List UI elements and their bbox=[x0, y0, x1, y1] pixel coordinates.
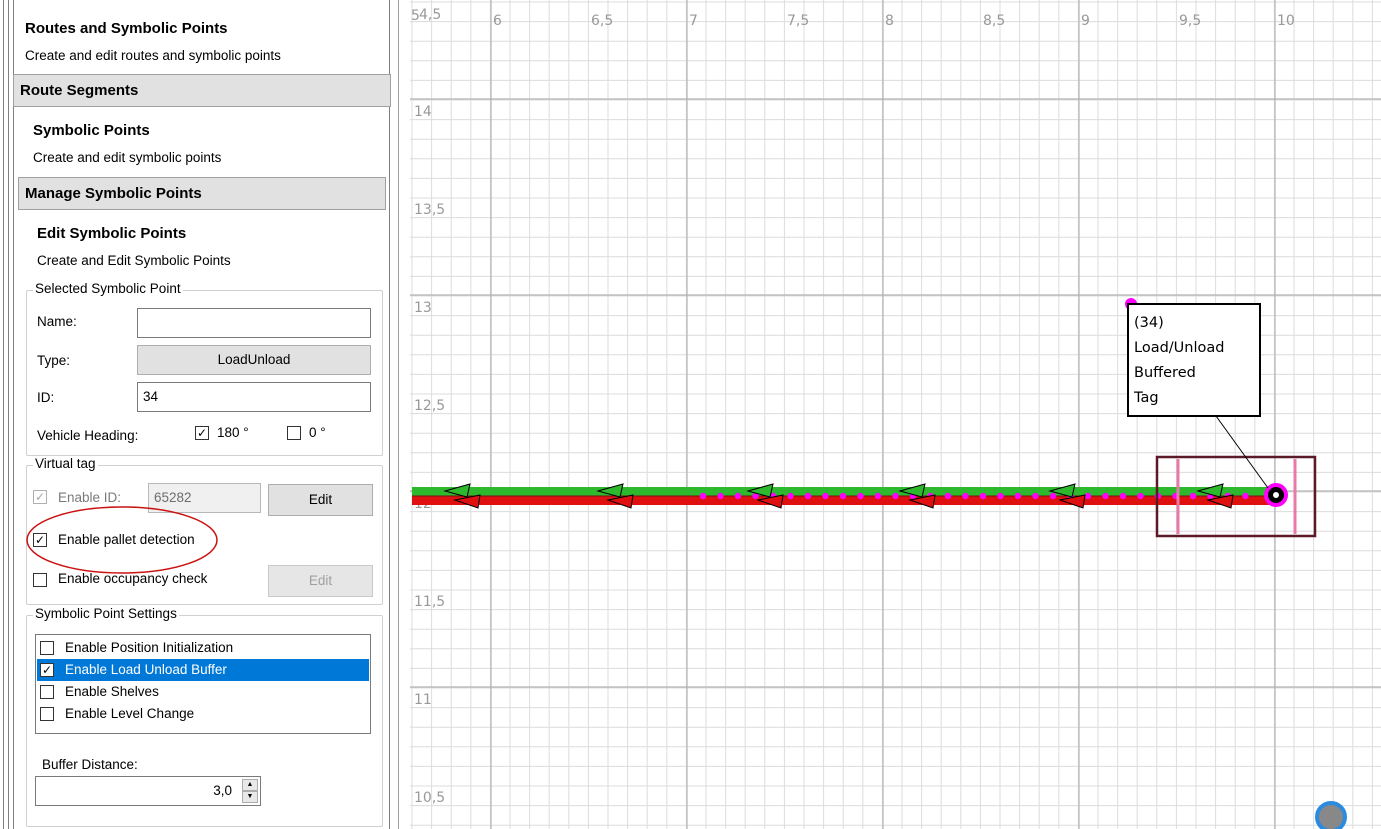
pallet-detection-label: Enable pallet detection bbox=[58, 532, 195, 547]
waypoint-dot bbox=[1032, 493, 1038, 499]
heading-180-label: 180 ° bbox=[217, 425, 249, 440]
selected-point-group-label: Selected Symbolic Point bbox=[35, 281, 181, 296]
type-select-button[interactable]: LoadUnload bbox=[137, 345, 371, 375]
occupancy-check-checkbox[interactable] bbox=[33, 573, 47, 587]
symbolic-point-34-center bbox=[1273, 492, 1279, 498]
y-label-14: 14 bbox=[414, 104, 432, 120]
waypoint-dot bbox=[945, 493, 951, 499]
routes-title: Routes and Symbolic Points bbox=[25, 20, 228, 37]
waypoint-dot bbox=[1120, 493, 1126, 499]
setting-level-change-label: Enable Level Change bbox=[65, 706, 195, 721]
symbolic-points-subtitle: Create and edit symbolic points bbox=[33, 150, 222, 165]
pallet-detection-checkbox[interactable]: ✓ bbox=[34, 533, 46, 547]
setting-load-unload-buffer-checkbox[interactable]: ✓ bbox=[41, 663, 53, 677]
virtual-tag-group-label: Virtual tag bbox=[35, 456, 96, 471]
setting-shelves[interactable] bbox=[37, 681, 369, 703]
x-label-7-5: 7,5 bbox=[787, 13, 810, 29]
x-label-7: 7 bbox=[689, 13, 698, 29]
enable-id-input[interactable]: 65282 bbox=[148, 483, 261, 513]
waypoint-dot bbox=[1242, 493, 1248, 499]
waypoint-dot bbox=[875, 493, 881, 499]
waypoint-dot bbox=[1190, 493, 1196, 499]
panel-border-inner-2 bbox=[13, 0, 14, 829]
panel-border-inner-1 bbox=[8, 0, 9, 829]
x-label-9: 9 bbox=[1081, 13, 1090, 29]
x-label-5: 5 bbox=[411, 8, 420, 24]
point-settings-list[interactable] bbox=[35, 634, 371, 734]
tag-line-3: Buffered bbox=[1134, 365, 1196, 381]
occupancy-edit-button[interactable]: Edit bbox=[268, 565, 373, 597]
panel-border-left bbox=[3, 0, 4, 829]
panel-border-right bbox=[389, 0, 390, 829]
setting-shelves-checkbox[interactable] bbox=[40, 685, 54, 699]
waypoint-dot bbox=[840, 493, 846, 499]
type-label: Type: bbox=[37, 353, 71, 368]
vehicle-heading-label: Vehicle Heading: bbox=[37, 428, 139, 443]
y-label-11-5: 11,5 bbox=[414, 594, 446, 610]
setting-level-change-checkbox[interactable] bbox=[40, 707, 54, 721]
waypoint-dot bbox=[1137, 493, 1143, 499]
route-segments-header[interactable]: Route Segments bbox=[13, 74, 391, 107]
setting-load-unload-buffer[interactable] bbox=[37, 659, 369, 681]
waypoint-dot bbox=[980, 493, 986, 499]
id-input[interactable]: 34 bbox=[137, 382, 371, 412]
waypoint-dot bbox=[997, 493, 1003, 499]
waypoint-dot bbox=[857, 493, 863, 499]
waypoint-dot bbox=[962, 493, 968, 499]
setting-position-init[interactable] bbox=[37, 637, 369, 659]
enable-id-checkbox[interactable]: ✓ bbox=[34, 490, 46, 504]
buffer-distance-input[interactable] bbox=[35, 776, 261, 806]
waypoint-dot bbox=[787, 493, 793, 499]
waypoint-dot bbox=[717, 493, 723, 499]
x-label-6: 6 bbox=[493, 13, 502, 29]
y-label-13: 13 bbox=[414, 300, 432, 316]
tag-line-2: Load/Unload bbox=[1134, 340, 1225, 356]
x-label-9-5: 9,5 bbox=[1179, 13, 1202, 29]
setting-position-init-label: Enable Position Initialization bbox=[65, 640, 234, 655]
x-label-6-5: 6,5 bbox=[591, 13, 614, 29]
route-map-canvas[interactable] bbox=[410, 0, 1381, 829]
symbolic-points-title: Symbolic Points bbox=[33, 122, 150, 139]
waypoint-dot bbox=[700, 493, 706, 499]
y-label-13-5: 13,5 bbox=[414, 202, 446, 218]
buffer-distance-value: 3,0 bbox=[213, 783, 232, 798]
edit-symbolic-points-title: Edit Symbolic Points bbox=[37, 225, 187, 242]
spin-down-icon[interactable]: ▼ bbox=[242, 791, 258, 803]
y-label-11: 11 bbox=[414, 692, 432, 708]
virtual-tag-edit-button[interactable]: Edit bbox=[268, 484, 373, 516]
x-label-10: 10 bbox=[1277, 13, 1295, 29]
waypoint-dot bbox=[822, 493, 828, 499]
buffer-distance-label: Buffer Distance: bbox=[42, 757, 138, 772]
x-label-8-5: 8,5 bbox=[983, 13, 1006, 29]
x-label-4-5: 4,5 bbox=[419, 7, 442, 23]
occupancy-check-label: Enable occupancy check bbox=[58, 571, 208, 586]
name-input[interactable] bbox=[137, 308, 371, 338]
id-label: ID: bbox=[37, 390, 55, 405]
navigation-indicator-icon[interactable] bbox=[1317, 803, 1345, 829]
waypoint-dot bbox=[735, 493, 741, 499]
tag-line-1: (34) bbox=[1134, 315, 1164, 331]
y-label-10-5: 10,5 bbox=[414, 790, 446, 806]
spin-up-icon[interactable]: ▲ bbox=[242, 779, 258, 791]
heading-0-checkbox[interactable] bbox=[287, 426, 301, 440]
symbolic-points-panel bbox=[0, 0, 399, 829]
heading-180-checkbox[interactable]: ✓ bbox=[196, 426, 208, 440]
waypoint-dot bbox=[1015, 493, 1021, 499]
tag-line-4: Tag bbox=[1134, 390, 1159, 406]
waypoint-dot bbox=[1050, 493, 1056, 499]
enable-id-label: Enable ID: bbox=[58, 490, 122, 505]
edit-symbolic-points-subtitle: Create and Edit Symbolic Points bbox=[37, 253, 231, 268]
point-settings-group-label: Symbolic Point Settings bbox=[35, 606, 177, 621]
setting-position-init-checkbox[interactable] bbox=[40, 641, 54, 655]
x-label-8: 8 bbox=[885, 13, 894, 29]
setting-shelves-label: Enable Shelves bbox=[65, 684, 159, 699]
waypoint-dot bbox=[892, 493, 898, 499]
waypoint-dot bbox=[805, 493, 811, 499]
waypoint-dot bbox=[1085, 493, 1091, 499]
manage-symbolic-points-header[interactable]: Manage Symbolic Points bbox=[18, 177, 386, 210]
routes-subtitle: Create and edit routes and symbolic points bbox=[25, 48, 281, 63]
setting-level-change[interactable] bbox=[37, 703, 369, 725]
waypoint-dot bbox=[1102, 493, 1108, 499]
heading-0-label: 0 ° bbox=[309, 425, 326, 440]
name-label: Name: bbox=[37, 314, 77, 329]
setting-load-unload-buffer-label: Enable Load Unload Buffer bbox=[65, 662, 227, 677]
y-label-12-5: 12,5 bbox=[414, 398, 446, 414]
